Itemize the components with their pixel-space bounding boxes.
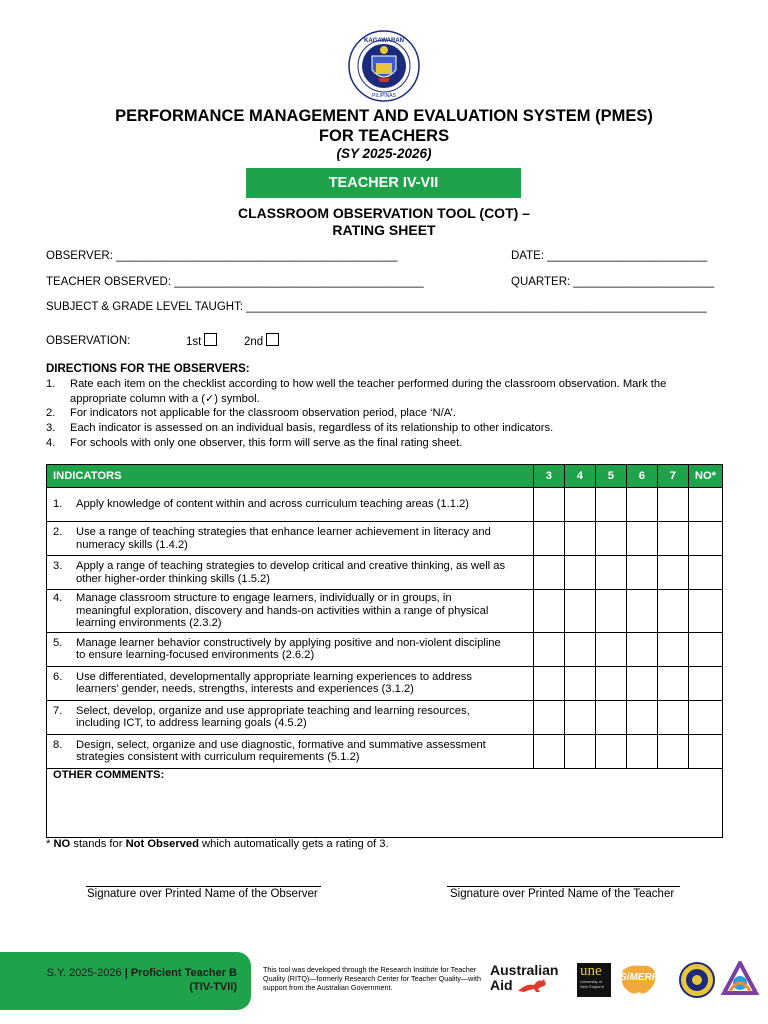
indicators-header: INDICATORS (47, 465, 534, 488)
rating-cell[interactable] (688, 632, 722, 666)
other-comments-label: OTHER COMMENTS: (53, 768, 165, 781)
rating-cell[interactable] (595, 590, 626, 633)
aid-line2: Aid (490, 977, 513, 993)
rating-cell[interactable] (595, 734, 626, 768)
tool-title: CLASSROOM OBSERVATION TOOL (COT) – (238, 205, 530, 221)
rating-cell[interactable] (595, 632, 626, 666)
indicator-cell (47, 666, 534, 700)
school-year: (SY 2025-2026) (336, 146, 432, 161)
direction-text: For schools with only one observer, this form will serve as the final rating sheet. (70, 437, 463, 449)
rating-cell[interactable] (626, 632, 657, 666)
rating-cell[interactable] (595, 700, 626, 734)
partner-swirl-logo (720, 961, 760, 999)
table-row (47, 488, 723, 522)
table-row (47, 700, 723, 734)
rating-cell[interactable] (564, 632, 595, 666)
indicator-text: Apply knowledge of content within and across curriculum teaching areas (1.1.2) (76, 498, 470, 511)
une-logo (577, 963, 611, 997)
direction-text-cont: appropriate column with a (✓) symbol. (70, 392, 260, 405)
second-label: 2nd (244, 336, 264, 348)
indicator-cell (47, 590, 534, 633)
direction-number: 4. (46, 437, 56, 449)
rating-cell[interactable] (657, 734, 688, 768)
indicator-number: 8. (53, 738, 63, 751)
rating-cell[interactable] (688, 734, 722, 768)
rating-6-header: 6 (626, 465, 657, 488)
rating-cell[interactable] (688, 556, 722, 590)
credit-text: This tool was developed through the Research Institute for Teacher Quality (RITQ)—formerly Research Center for Teacher Quality—with support from the Australian Government. (263, 965, 481, 992)
table-header-row (47, 465, 723, 488)
aid-line1: Australian (490, 962, 559, 978)
rating-cell[interactable] (533, 488, 564, 522)
tool-subtitle: RATING SHEET (332, 222, 436, 238)
rating-cell[interactable] (688, 590, 722, 633)
observer-signature-line[interactable] (86, 886, 321, 887)
indicator-number: 6. (53, 670, 63, 683)
second-observation-option[interactable] (244, 333, 279, 348)
simerr-text: SiMERR (620, 972, 659, 983)
table-row (47, 666, 723, 700)
rating-cell[interactable] (564, 556, 595, 590)
direction-text: For indicators not applicable for the classroom observation period, place ‘N/A’. (70, 407, 456, 419)
table-row (47, 734, 723, 768)
rating-cell[interactable] (564, 488, 595, 522)
direction-number: 2. (46, 407, 56, 419)
page-title: PERFORMANCE MANAGEMENT AND EVALUATION SYSTEM (PMES) (115, 107, 653, 125)
teacher-observed-field[interactable]: TEACHER OBSERVED: _______________________________________ (46, 276, 424, 288)
teacher-signature-line[interactable] (447, 886, 680, 887)
rating-cell[interactable] (626, 666, 657, 700)
footer-level: | Proficient Teacher B (124, 967, 237, 979)
direction-number: 3. (46, 422, 56, 434)
quarter-field[interactable]: QUARTER: ______________________ (511, 276, 715, 288)
teacher-signature-label: Signature over Printed Name of the Teacher (450, 888, 675, 900)
kangaroo-icon (516, 977, 550, 993)
indicator-number: 3. (53, 560, 63, 572)
rating-7-header: 7 (657, 465, 688, 488)
footnote-not-observed: Not Observed (125, 838, 199, 850)
rating-cell[interactable] (533, 590, 564, 633)
indicator-number: 7. (53, 704, 63, 717)
footer-code: (TIV-TVII) (189, 981, 237, 993)
indicator-cell (47, 700, 534, 734)
rating-cell[interactable] (626, 488, 657, 522)
rating-cell[interactable] (657, 590, 688, 633)
rating-3-header: 3 (533, 465, 564, 488)
footnote-no: NO (53, 838, 71, 850)
rating-cell[interactable] (626, 522, 657, 556)
footer-label (0, 966, 237, 994)
rating-cell[interactable] (626, 734, 657, 768)
indicator-cell (47, 734, 534, 768)
rating-cell[interactable] (657, 488, 688, 522)
rating-cell[interactable] (657, 556, 688, 590)
observer-field[interactable]: OBSERVER: ____________________________________________ (46, 250, 398, 262)
footnote (46, 838, 389, 850)
rating-5-header: 5 (595, 465, 626, 488)
rating-cell[interactable] (657, 700, 688, 734)
indicators-table (46, 464, 723, 838)
indicator-text: Manage classroom structure to engage learners, individually or in groups, in meaningful exploration, discovery and hands-on activities within a range of physical learning environments (2.3.2) (76, 592, 489, 629)
indicator-text: Use a range of teaching strategies that enhance learner achievement in literacy and numeracy skills (1.4.2) (76, 526, 491, 551)
rating-cell[interactable] (626, 700, 657, 734)
direction-item (46, 377, 726, 406)
rating-cell[interactable] (533, 734, 564, 768)
footnote-end: which automatically gets a rating of 3. (198, 838, 389, 850)
svg-text:KAGAWARAN: KAGAWARAN (364, 38, 404, 44)
first-checkbox[interactable] (204, 333, 217, 346)
rating-cell[interactable] (688, 666, 722, 700)
table-row (47, 590, 723, 633)
first-observation-option[interactable] (186, 333, 217, 348)
rating-cell[interactable] (533, 700, 564, 734)
rating-cell[interactable] (564, 666, 595, 700)
indicator-number: 5. (53, 636, 63, 649)
rating-cell[interactable] (595, 556, 626, 590)
direction-text: Rate each item on the checklist according to how well the teacher performed during the classroom observation. Mark the (70, 378, 667, 390)
date-field[interactable]: DATE: _________________________ (511, 250, 708, 262)
grade-badge: TEACHER IV-VII (246, 168, 521, 198)
indicator-text: Select, develop, organize and use appropriate teaching and learning resources, including ICT, to address learning goals (4.5.2) (76, 704, 470, 729)
rating-4-header: 4 (564, 465, 595, 488)
rating-cell[interactable] (626, 556, 657, 590)
rating-cell[interactable] (657, 666, 688, 700)
rating-cell[interactable] (533, 666, 564, 700)
indicator-number: 1. (53, 498, 63, 511)
comments-row (47, 768, 723, 837)
rating-cell[interactable] (564, 700, 595, 734)
simerr-logo (617, 962, 659, 998)
table-row (47, 522, 723, 556)
rating-cell[interactable] (564, 522, 595, 556)
rating-cell[interactable] (595, 666, 626, 700)
observation-label: OBSERVATION: (46, 335, 131, 347)
indicator-text: Use differentiated, developmentally appropriate learning experiences to address learners’ gender, needs, strengths, interests and experiences (3.1.2) (76, 670, 472, 695)
indicator-cell (47, 522, 534, 556)
not-observed-header: NO* (688, 465, 722, 488)
second-checkbox[interactable] (266, 333, 279, 346)
svg-text:PILIPINAS: PILIPINAS (372, 93, 396, 99)
rating-cell[interactable] (533, 556, 564, 590)
rating-cell[interactable] (688, 522, 722, 556)
indicator-cell (47, 632, 534, 666)
page-title-line2: FOR TEACHERS (318, 127, 450, 145)
ritq-seal-logo (679, 962, 715, 998)
other-comments-box[interactable] (47, 768, 723, 837)
rating-cell[interactable] (657, 632, 688, 666)
indicator-cell (47, 488, 534, 522)
une-text: une (580, 963, 602, 979)
rating-cell[interactable] (533, 522, 564, 556)
rating-cell[interactable] (595, 488, 626, 522)
rating-cell[interactable] (688, 488, 722, 522)
table-row (47, 632, 723, 666)
rating-cell[interactable] (688, 700, 722, 734)
indicator-number: 2. (53, 526, 63, 538)
une-subtext: University of New England (580, 979, 604, 989)
footnote-mid: stands for (70, 838, 126, 850)
direction-item (46, 421, 726, 436)
rating-cell[interactable] (595, 522, 626, 556)
indicator-cell (47, 556, 534, 590)
direction-item (46, 436, 726, 451)
indicator-text: Design, select, organize and use diagnostic, formative and summative assessment strategies consistent with curriculum requirements (5.1.2) (76, 738, 486, 763)
indicator-text: Apply a range of teaching strategies to develop critical and creative thinking, as well as other higher-order thinking skills (1.5.2) (76, 560, 506, 585)
rating-cell[interactable] (657, 522, 688, 556)
observer-signature-label: Signature over Printed Name of the Observer (87, 888, 318, 900)
directions-heading: DIRECTIONS FOR THE OBSERVERS: (46, 363, 250, 375)
direction-text: Each indicator is assessed on an individual basis, regardless of its relationship to other indicators. (70, 422, 554, 434)
direction-number: 1. (46, 378, 56, 390)
rating-cell[interactable] (626, 590, 657, 633)
rating-cell[interactable] (533, 632, 564, 666)
footer-sy: S.Y. 2025-2026 (46, 967, 125, 979)
subject-grade-field[interactable]: SUBJECT & GRADE LEVEL TAUGHT: ________________________________________________________________________ (46, 301, 707, 313)
table-row (47, 556, 723, 590)
indicator-number: 4. (53, 592, 63, 604)
direction-item (46, 406, 726, 421)
rating-cell[interactable] (564, 590, 595, 633)
deped-seal-logo (348, 30, 420, 102)
first-label: 1st (186, 336, 202, 348)
australian-aid-logo (490, 963, 558, 993)
rating-cell[interactable] (564, 734, 595, 768)
footnote-star: * (46, 838, 54, 850)
indicator-text: Manage learner behavior constructively by applying positive and non-violent discipline to ensure learning-focused environments (2.6.2) (76, 636, 501, 661)
